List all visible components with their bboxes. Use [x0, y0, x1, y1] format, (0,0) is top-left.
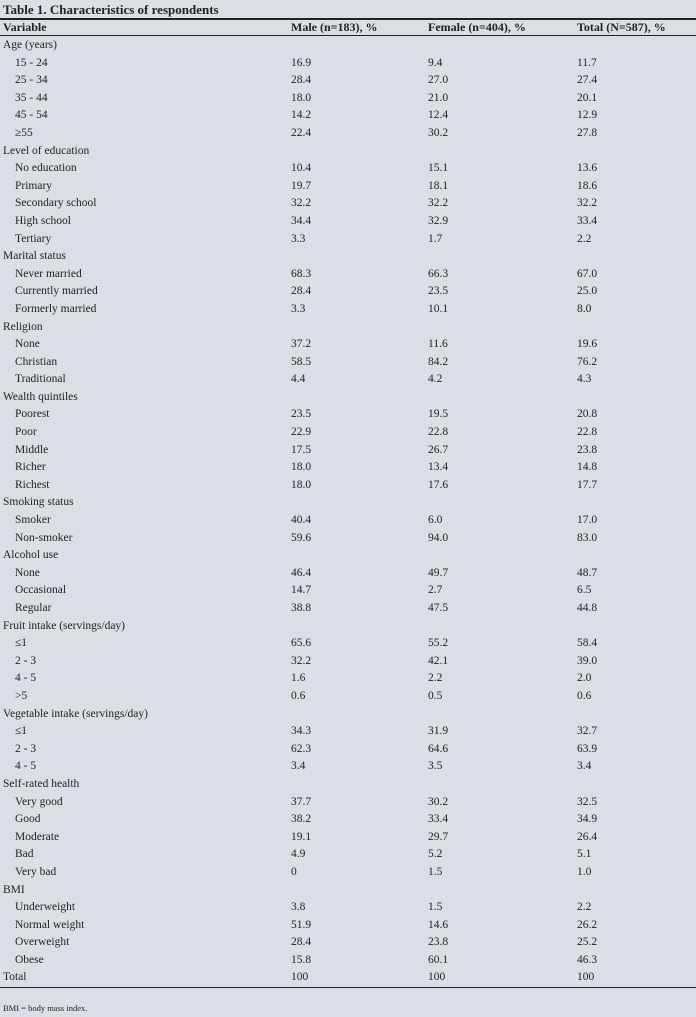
total-value: 18.6	[577, 179, 598, 192]
table-row	[0, 194, 696, 212]
group-label: Level of education	[3, 144, 90, 157]
table-group-row	[0, 388, 696, 406]
table-row	[0, 106, 696, 124]
total-value: 26.4	[577, 830, 598, 843]
male-value: 14.7	[291, 584, 312, 597]
male-value: 28.4	[291, 285, 312, 298]
total-value: 48.7	[577, 566, 598, 579]
female-value: 21.0	[428, 91, 449, 104]
total-value: 25.2	[577, 936, 598, 949]
group-label: Wealth quintiles	[3, 390, 78, 403]
female-value: 2.7	[428, 584, 443, 597]
total-value: 46.3	[577, 953, 598, 966]
female-value: 31.9	[428, 725, 449, 738]
male-value: 62.3	[291, 742, 312, 755]
male-value: 14.2	[291, 109, 312, 122]
male-value: 38.8	[291, 602, 312, 614]
table-row	[0, 933, 696, 951]
row-label: Obese	[15, 953, 44, 966]
total-value: 6.5	[577, 584, 592, 597]
female-value: 1.5	[428, 865, 443, 878]
group-label: Smoking status	[3, 496, 74, 509]
male-value: 18.0	[291, 91, 312, 104]
female-value: 12.4	[428, 109, 449, 122]
table-row	[0, 581, 696, 599]
table-group-row	[0, 705, 696, 723]
total-value: 34.9	[577, 813, 598, 826]
total-value: 100	[577, 971, 595, 984]
female-value: 14.6	[428, 918, 449, 931]
female-value: 13.4	[428, 461, 449, 474]
female-value: 6.0	[428, 514, 443, 527]
table-row	[0, 863, 696, 881]
table-group-row	[0, 881, 696, 899]
table-row	[0, 405, 696, 423]
group-label: Vegetable intake (servings/day)	[3, 707, 148, 720]
total-value: 2.2	[577, 232, 592, 245]
male-value: 3.8	[291, 901, 306, 914]
female-value: 30.2	[428, 126, 449, 139]
row-label: 25 - 34	[15, 74, 48, 87]
female-value: 84.2	[428, 355, 449, 368]
total-value: 3.4	[577, 760, 592, 773]
row-label: Very bad	[15, 865, 57, 878]
table-group-row	[0, 617, 696, 635]
male-value: 16.9	[291, 56, 312, 69]
table-row	[0, 71, 696, 89]
table-row	[0, 476, 696, 494]
row-label: 15 - 24	[15, 56, 48, 69]
row-label: ≤1	[15, 725, 28, 738]
row-label: Non-smoker	[15, 531, 73, 544]
total-value: 32.7	[577, 725, 598, 738]
header-total: Total (N=587), %	[577, 20, 666, 34]
table-row	[0, 916, 696, 934]
male-value: 68.3	[291, 267, 312, 280]
table-row	[0, 300, 696, 318]
row-label: Tertiary	[15, 232, 52, 245]
female-value: 94.0	[428, 531, 449, 544]
male-value: 0.6	[291, 689, 306, 702]
table-row	[0, 212, 696, 230]
table-row	[0, 951, 696, 969]
female-value: 10.1	[428, 302, 449, 315]
male-value: 59.6	[291, 531, 312, 544]
male-value: 0	[291, 865, 297, 878]
group-label: Alcohol use	[3, 549, 59, 562]
total-value: 13.6	[577, 162, 598, 175]
female-value: 5.2	[428, 848, 443, 861]
group-label: Age (years)	[3, 39, 57, 51]
row-label: Christian	[15, 355, 58, 368]
table-footnote: BMI = body mass index.	[3, 1003, 88, 1013]
row-label: >5	[15, 689, 28, 702]
male-value: 46.4	[291, 566, 312, 579]
female-value: 1.7	[428, 232, 443, 245]
female-value: 23.5	[428, 285, 449, 298]
row-label: Currently married	[15, 285, 98, 298]
table-row	[0, 335, 696, 353]
total-value: 19.6	[577, 338, 598, 351]
male-value: 32.2	[291, 654, 312, 667]
row-label: Richer	[15, 461, 46, 474]
row-label: Primary	[15, 179, 53, 192]
row-label: Underweight	[15, 901, 76, 914]
female-value: 30.2	[428, 795, 449, 808]
table-row	[0, 282, 696, 300]
male-value: 10.4	[291, 162, 312, 175]
row-label: Occasional	[15, 584, 67, 597]
male-value: 19.1	[291, 830, 312, 843]
female-value: 27.0	[428, 74, 449, 87]
row-label: 2 - 3	[15, 654, 37, 667]
row-label: Regular	[15, 602, 52, 614]
male-value: 15.8	[291, 953, 312, 966]
female-value: 19.5	[428, 408, 449, 421]
row-label: High school	[15, 214, 71, 227]
male-value: 100	[291, 971, 309, 984]
table-row	[0, 599, 696, 617]
total-value: 17.0	[577, 514, 598, 527]
total-value: 17.7	[577, 478, 598, 491]
female-value: 23.8	[428, 936, 449, 949]
male-value: 38.2	[291, 813, 312, 826]
table-row	[0, 757, 696, 775]
table-row	[0, 793, 696, 811]
row-label: Normal weight	[15, 918, 85, 931]
male-value: 65.6	[291, 637, 312, 650]
table-row	[0, 370, 696, 388]
total-value: 4.3	[577, 373, 592, 386]
table-row	[0, 265, 696, 283]
male-value: 22.4	[291, 126, 312, 139]
table-group-row	[0, 142, 696, 160]
male-value: 19.7	[291, 179, 312, 192]
male-value: 18.0	[291, 461, 312, 474]
table-header-row	[0, 19, 696, 36]
total-value: 67.0	[577, 267, 598, 280]
table-group-row	[0, 247, 696, 265]
female-value: 49.7	[428, 566, 449, 579]
row-label: Total	[3, 971, 27, 984]
table-group-row	[0, 546, 696, 564]
total-value: 1.0	[577, 865, 592, 878]
row-label: Richest	[15, 478, 50, 491]
table-row	[0, 124, 696, 142]
female-value: 9.4	[428, 56, 443, 69]
table-row	[0, 564, 696, 582]
group-label: Self-rated health	[3, 777, 80, 790]
row-label: No education	[15, 162, 77, 175]
female-value: 0.5	[428, 689, 443, 702]
row-label: 2 - 3	[15, 742, 37, 755]
female-value: 100	[428, 971, 446, 984]
male-value: 3.3	[291, 232, 306, 245]
total-value: 63.9	[577, 742, 598, 755]
male-value: 32.2	[291, 197, 312, 210]
total-value: 5.1	[577, 848, 592, 861]
total-value: 83.0	[577, 531, 598, 544]
male-value: 22.9	[291, 426, 312, 439]
total-value: 58.4	[577, 637, 598, 650]
table-row	[0, 740, 696, 758]
female-value: 4.2	[428, 373, 443, 386]
table-row	[0, 687, 696, 705]
male-value: 34.4	[291, 214, 312, 227]
female-value: 29.7	[428, 830, 449, 843]
total-value: 44.8	[577, 602, 598, 614]
table-row	[0, 441, 696, 459]
female-value: 18.1	[428, 179, 449, 192]
row-label: Good	[15, 813, 41, 826]
table-row	[0, 722, 696, 740]
table-group-row	[0, 318, 696, 336]
header-female: Female (n=404), %	[428, 20, 526, 34]
total-value: 14.8	[577, 461, 598, 474]
female-value: 32.9	[428, 214, 449, 227]
table-title: Table 1. Characteristics of respondents	[3, 2, 219, 17]
male-value: 3.3	[291, 302, 306, 315]
male-value: 18.0	[291, 478, 312, 491]
table-row	[0, 828, 696, 846]
total-value: 2.0	[577, 672, 592, 685]
female-value: 33.4	[428, 813, 449, 826]
bottom-rule	[0, 987, 696, 988]
female-value: 42.1	[428, 654, 449, 667]
female-value: 60.1	[428, 953, 449, 966]
row-label: ≥55	[15, 126, 33, 139]
group-label: Fruit intake (servings/day)	[3, 619, 126, 632]
total-value: 33.4	[577, 214, 598, 227]
table-row	[0, 89, 696, 107]
total-value: 27.8	[577, 126, 598, 139]
female-value: 26.7	[428, 443, 449, 456]
female-value: 47.5	[428, 602, 449, 614]
total-value: 8.0	[577, 302, 592, 315]
total-value: 2.2	[577, 901, 592, 914]
male-value: 3.4	[291, 760, 306, 773]
row-label: 4 - 5	[15, 760, 37, 773]
row-label: Middle	[15, 443, 49, 456]
row-label: Secondary school	[15, 197, 97, 210]
row-label: Formerly married	[15, 302, 97, 315]
female-value: 66.3	[428, 267, 449, 280]
male-value: 4.9	[291, 848, 306, 861]
male-value: 37.7	[291, 795, 312, 808]
table-row	[0, 54, 696, 72]
table-row	[0, 529, 696, 547]
table-row	[0, 159, 696, 177]
header-male: Male (n=183), %	[291, 20, 378, 34]
total-value: 11.7	[577, 56, 597, 69]
row-label: None	[15, 338, 40, 351]
table-row	[0, 810, 696, 828]
total-value: 20.1	[577, 91, 598, 104]
female-value: 1.5	[428, 901, 443, 914]
table-body	[0, 36, 696, 986]
table-row	[0, 652, 696, 670]
male-value: 23.5	[291, 408, 312, 421]
female-value: 17.6	[428, 478, 449, 491]
row-label: Poorest	[15, 408, 50, 421]
table-row	[0, 458, 696, 476]
total-value: 20.8	[577, 408, 598, 421]
male-value: 28.4	[291, 936, 312, 949]
row-label: Smoker	[15, 514, 51, 527]
male-value: 17.5	[291, 443, 312, 456]
male-value: 1.6	[291, 672, 306, 685]
total-value: 27.4	[577, 74, 598, 87]
group-label: BMI	[3, 883, 25, 896]
row-label: Traditional	[15, 373, 66, 386]
row-label: Overweight	[15, 936, 70, 949]
male-value: 58.5	[291, 355, 312, 368]
row-label: None	[15, 566, 40, 579]
male-value: 34.3	[291, 725, 312, 738]
total-value: 39.0	[577, 654, 598, 667]
table-total-row	[0, 968, 696, 986]
male-value: 40.4	[291, 514, 312, 527]
total-value: 23.8	[577, 443, 598, 456]
row-label: Very good	[15, 795, 63, 808]
male-value: 51.9	[291, 918, 312, 931]
female-value: 64.6	[428, 742, 449, 755]
table-row	[0, 669, 696, 687]
female-value: 11.6	[428, 338, 448, 351]
table-row	[0, 353, 696, 371]
table-row	[0, 423, 696, 441]
row-label: 35 - 44	[15, 91, 48, 104]
female-value: 3.5	[428, 760, 443, 773]
table-row	[0, 634, 696, 652]
row-label: ≤1	[15, 637, 28, 650]
total-value: 26.2	[577, 918, 598, 931]
total-value: 32.5	[577, 795, 598, 808]
table-group-row	[0, 775, 696, 793]
group-label: Marital status	[3, 250, 66, 263]
total-value: 0.6	[577, 689, 592, 702]
male-value: 4.4	[291, 373, 306, 386]
table-row	[0, 898, 696, 916]
row-label: Never married	[15, 267, 82, 280]
female-value: 2.2	[428, 672, 443, 685]
header-variable: Variable	[3, 20, 47, 34]
row-label: Poor	[15, 426, 37, 439]
table-row	[0, 845, 696, 863]
table-row	[0, 511, 696, 529]
row-label: Moderate	[15, 830, 60, 843]
female-value: 55.2	[428, 637, 449, 650]
table-group-row	[0, 36, 696, 54]
male-value: 28.4	[291, 74, 312, 87]
group-label: Religion	[3, 320, 43, 333]
female-value: 32.2	[428, 197, 449, 210]
female-value: 22.8	[428, 426, 449, 439]
total-value: 22.8	[577, 426, 598, 439]
female-value: 15.1	[428, 162, 449, 175]
table-row	[0, 177, 696, 195]
row-label: 45 - 54	[15, 109, 48, 122]
total-value: 32.2	[577, 197, 598, 210]
row-label: 4 - 5	[15, 672, 37, 685]
row-label: Bad	[15, 848, 34, 861]
table-group-row	[0, 493, 696, 511]
total-value: 25.0	[577, 285, 598, 298]
table-row	[0, 230, 696, 248]
total-value: 76.2	[577, 355, 598, 368]
total-value: 12.9	[577, 109, 598, 122]
male-value: 37.2	[291, 338, 312, 351]
